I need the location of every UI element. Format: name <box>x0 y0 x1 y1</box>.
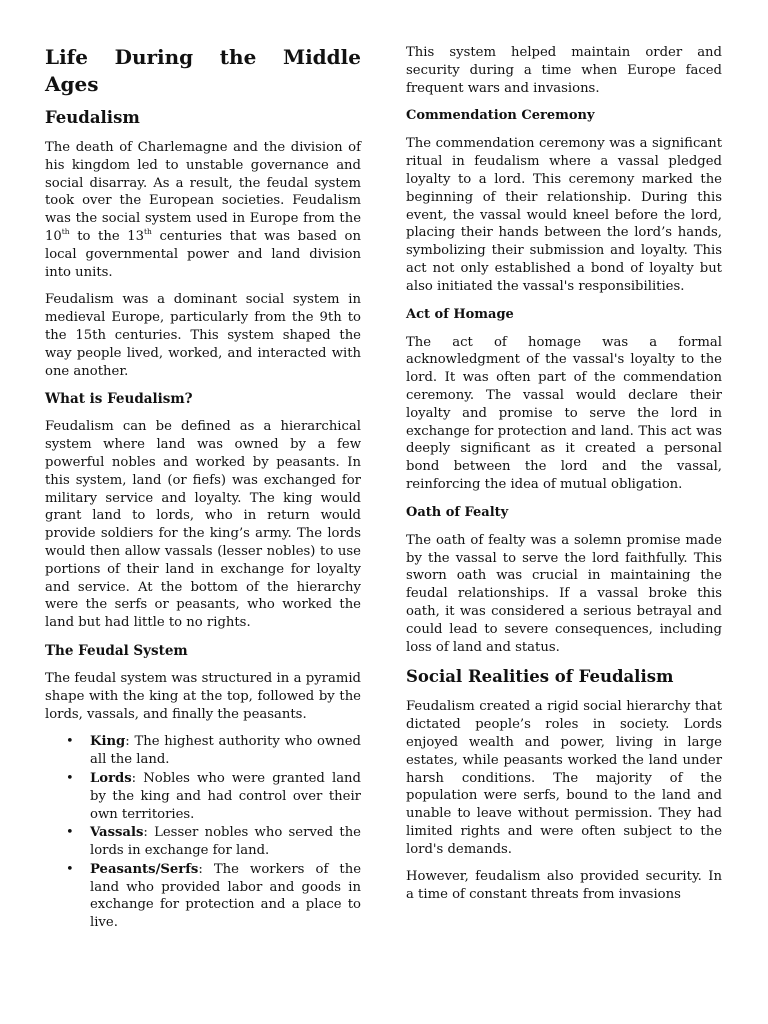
hierarchy-list <box>45 733 361 932</box>
title-word: Middle <box>282 45 361 69</box>
list-term: Peasants/Serfs <box>90 861 199 877</box>
bullet-icon: • <box>66 825 74 841</box>
list-term: Lords <box>90 770 132 786</box>
what-is-feudalism-paragraph: Feudalism can be defined as a hierarchical system where land was owned by a few powerful nobles and worked by peasants. In this system, land (or fiefs) was exchanged for military service and loyalty. The king would grant land to lords, who in return would provide soldiers for the king’s army. The lords would then allow vassals (lesser nobles) to use portions of their land in exchange for loyalty and service. At the bottom of the hierarchy were the serfs or peasants, who worked the land but had little to no rights. <box>45 419 361 631</box>
list-desc: : The highest authority who owned all the land. <box>90 734 361 768</box>
title-line-1 <box>45 44 361 71</box>
social-paragraph-1: Feudalism created a rigid social hierarchy that dictated people’s roles in society. Lords enjoyed wealth and power, living in large estates, while peasants worked the land under harsh conditions. The majority of the population were serfs, bound to the land and unable to leave without permission. They had limited rights and were often subject to the lord's demands. <box>406 699 722 857</box>
left-column <box>45 44 361 933</box>
intro-paragraph-2: Feudalism was a dominant social system in medieval Europe, particularly from the 9th to the 15th centuries. This system shaped the way people lived, worked, and interacted with one another. <box>45 292 361 379</box>
right-column <box>406 44 722 914</box>
list-term: King <box>90 734 126 750</box>
list-item-vassals <box>66 824 361 860</box>
list-desc: : Lesser nobles who served the lords in exchange for land. <box>90 825 361 859</box>
feudal-system-paragraph: The feudal system was structured in a pyramid shape with the king at the top, followed by the lords, vassals, and finally the peasants. <box>45 670 361 722</box>
title-word: During <box>114 45 194 69</box>
list-desc: : The workers of the land who provided labor and goods in exchange for protection and a place to live. <box>90 861 361 931</box>
list-item-lords <box>66 770 361 823</box>
section-heading-feudalism: Feudalism <box>45 108 140 127</box>
page-title <box>45 44 361 98</box>
bullet-icon: • <box>66 770 74 786</box>
title-word: Life <box>45 45 88 69</box>
ordinal-suffix: th <box>61 226 70 236</box>
list-item-king <box>66 733 361 769</box>
continuation-paragraph: This system helped maintain order and security during a time when Europe faced frequent wars and invasions. <box>406 45 722 96</box>
bullet-icon: • <box>66 861 74 877</box>
social-paragraph-2: However, feudalism also provided security. In a time of constant threats from invasions <box>406 869 722 903</box>
fealty-paragraph: The oath of fealty was a solemn promise made by the vassal to serve the lord faithfully. This sworn oath was crucial in maintaining the feudal relationships. If a vassal broke this oath, it was considered a serious betrayal and could lead to severe consequences, including loss of land and status. <box>406 532 722 655</box>
intro-paragraph-1: The death of Charlemagne and the division of his kingdom led to unstable governance and social disarray. As a result, the feudal system took over the European societies. Feudalism was the social system used in Europe from the 10th to the 13th centuries that was based on local governmental power and land division into units. <box>45 140 361 280</box>
commendation-paragraph: The commendation ceremony was a significant ritual in feudalism where a vassal pledged loyalty to a lord. This ceremony marked the beginning of their relationship. During this event, the vassal would kneel before the lord, placing their hands between the lord’s hands, symbolizing their submission and loyalty. This act not only established a bond of loyalty but also initiated the vassal's responsibilities. <box>406 136 722 294</box>
homage-paragraph: The act of homage was a formal acknowledgment of the vassal's loyalty to the lord. It was often part of the commendation ceremony. The vassal would declare their loyalty and promise to serve the lord in exchange for protection and land. This act was deeply significant as it created a personal bond between the lord and the vassal, reinforcing the idea of mutual obligation. <box>406 334 722 492</box>
subheading-what-is-feudalism: What is Feudalism? <box>45 391 193 408</box>
section-heading-social-realities: Social Realities of Feudalism <box>406 667 674 687</box>
bullet-icon: • <box>66 734 74 750</box>
list-desc: : Nobles who were granted land by the king and had control over their own territories. <box>90 770 361 822</box>
title-line-2: Ages <box>45 72 99 96</box>
subheading-fealty: Oath of Fealty <box>406 504 509 520</box>
ordinal-suffix: th <box>144 226 152 236</box>
subheading-feudal-system: The Feudal System <box>45 642 188 659</box>
list-item-peasants <box>66 861 361 932</box>
subheading-homage: Act of Homage <box>406 306 514 322</box>
list-term: Vassals <box>90 825 144 841</box>
title-word: the <box>219 45 257 69</box>
subheading-commendation: Commendation Ceremony <box>406 108 595 124</box>
